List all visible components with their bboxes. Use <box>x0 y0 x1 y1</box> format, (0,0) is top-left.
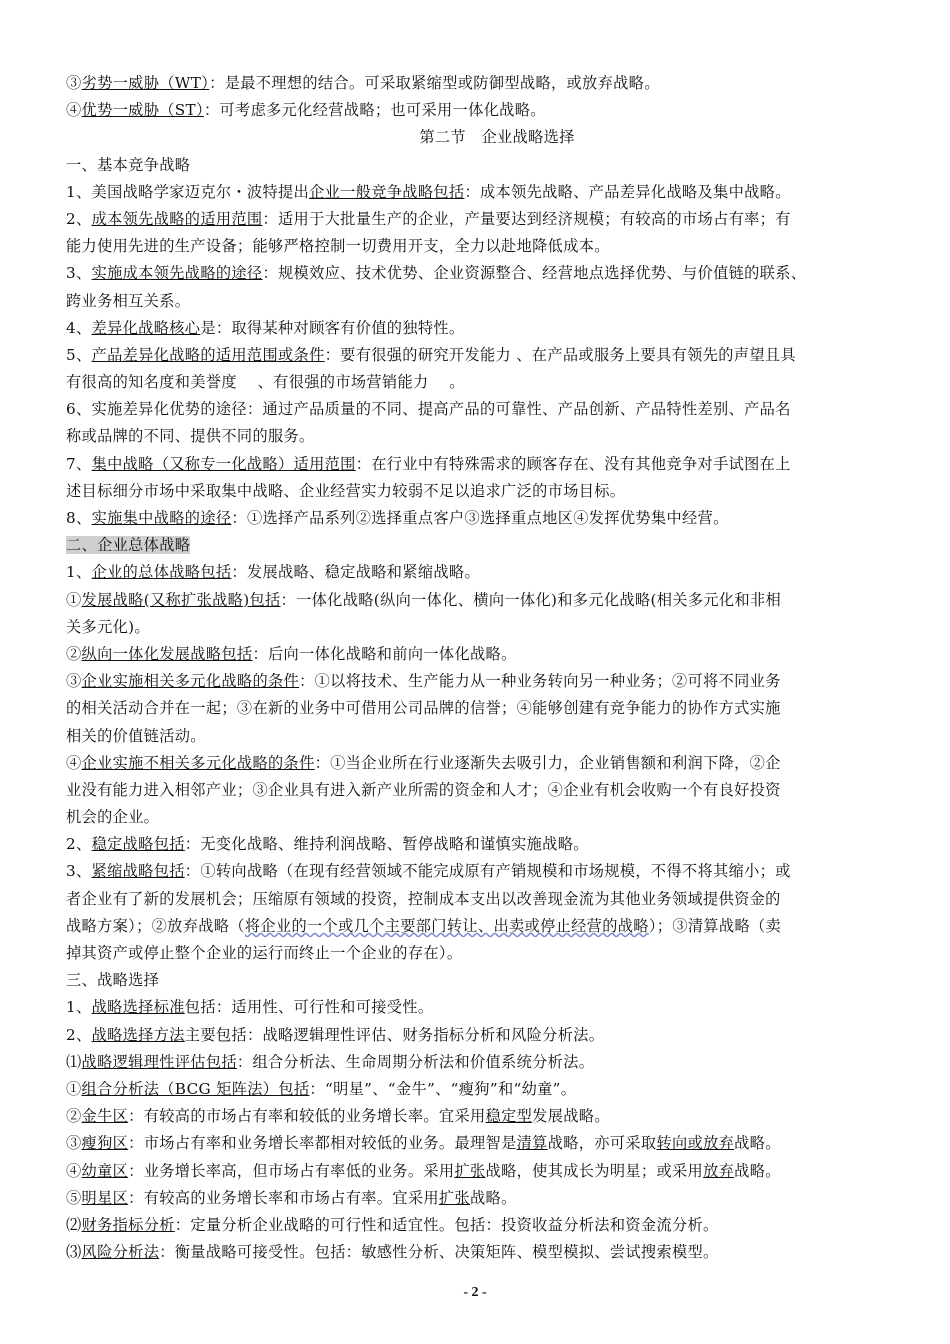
text-span: ：①转向战略（在现有经营领域不能完成原有产销规模和市场规模，不得不将其缩小；或 <box>184 862 791 881</box>
text-span: ：发展战略、稳定战略和紧缩战略。 <box>231 563 481 582</box>
text-span: 相关的价值链活动。 <box>66 726 206 745</box>
text-line <box>66 1103 888 1130</box>
text-line <box>66 886 888 913</box>
document-body <box>66 70 888 1266</box>
text-span: ：组合分析法、生命周期分析法和价值系统分析法。 <box>236 1052 595 1071</box>
text-line <box>66 97 888 124</box>
page-number: - 2 - <box>463 1285 487 1300</box>
text-line <box>66 1212 888 1239</box>
text-line <box>66 423 888 450</box>
underlined-term: 战略选择方法 <box>91 1025 185 1044</box>
underlined-term: 纵向一体化发展战略包括 <box>81 644 253 663</box>
text-span: 战略，使其成长为明星；或采用 <box>485 1161 704 1180</box>
underlined-term: 紧缩战略包括 <box>91 862 185 881</box>
section-title <box>66 124 888 151</box>
text-line <box>66 288 888 315</box>
text-span: ④ <box>66 1161 82 1180</box>
text-span: 者企业有了新的发展机会；压缩原有领域的投资，控制成本支出以改善现金流为其他业务领域提供资金的 <box>66 889 781 908</box>
text-span: 3、 <box>66 264 92 283</box>
text-span: ）；③清算战略（卖 <box>648 916 782 935</box>
text-line <box>66 1185 888 1212</box>
text-span: ：可考虑多元化经营战略；也可采用一体化战略。 <box>203 101 546 120</box>
text-line <box>66 206 888 233</box>
text-line <box>66 614 888 641</box>
text-line <box>66 505 888 532</box>
text-line <box>66 559 888 586</box>
text-line <box>66 260 888 287</box>
underlined-term: 劣势一威胁（WT） <box>81 74 210 92</box>
text-line <box>66 695 888 722</box>
text-span: 1、 <box>66 998 92 1017</box>
text-span: 掉其资产或停止整个企业的运行而终止一个企业的存在）。 <box>66 944 463 962</box>
text-span: ：定量分析企业战略的可行性和适宜性。包括：投资收益分析法和资金流分析。 <box>174 1215 719 1234</box>
text-span: ③ <box>66 1134 82 1153</box>
text-span: ⑤ <box>66 1188 82 1207</box>
text-line <box>66 152 888 179</box>
text-span: ：无变化战略、维持利润战略、暂停战略和谨慎实施战略。 <box>184 835 589 854</box>
text-line <box>66 478 888 505</box>
text-span: 7、 <box>66 454 92 473</box>
text-span: ④ <box>66 753 82 772</box>
text-line <box>66 233 888 260</box>
text-span: ⑶ <box>66 1243 82 1262</box>
text-span: ⑵ <box>66 1215 82 1234</box>
text-span: 战略方案）；②放弃战略（ <box>66 916 245 935</box>
text-span: ：业务增长率高，但市场占有率低的业务。采用 <box>128 1161 455 1180</box>
text-span: ：衡量战略可接受性。包括：敏感性分析、决策矩阵、模型模拟、尝试搜索模型。 <box>159 1243 719 1262</box>
text-span: ：在行业中有特殊需求的顾客存在、没有其他竞争对手试图在上 <box>355 454 791 473</box>
text-span: 三、战略选择 <box>66 971 160 990</box>
text-span: ② <box>66 644 82 663</box>
text-span: ：是最不理想的结合。可采取紧缩型或防御型战略，或放弃战略。 <box>209 74 660 92</box>
text-span: 2、 <box>66 1025 92 1044</box>
text-span: ：“明星”、“金牛”、“瘦狗”和“幼童”。 <box>309 1079 577 1098</box>
text-line <box>66 1130 888 1157</box>
text-span: 2、 <box>66 209 92 228</box>
text-line <box>66 451 888 478</box>
text-line <box>66 913 888 940</box>
text-span: ：①当企业所在行业逐渐失去吸引力，企业销售额和利润下降，②企 <box>314 753 781 772</box>
text-span: ：有较高的市场占有率和较低的业务增长率。宜采用 <box>128 1107 486 1126</box>
text-span: ④ <box>66 101 82 120</box>
text-line <box>66 723 888 750</box>
text-span: 战略。 <box>470 1188 517 1207</box>
underlined-term: 产品差异化战略的适用范围或条件 <box>91 345 325 364</box>
text-span: ：适用于大批量生产的企业，产量要达到经济规模；有较高的市场占有率；有 <box>262 209 791 228</box>
text-span: 机会的企业。 <box>66 808 160 827</box>
text-span: 有很高的知名度和美誉度 、有很强的市场营销能力 。 <box>66 373 465 392</box>
text-span: ：有较高的业务增长率和市场占有率。宜采用 <box>128 1188 439 1207</box>
text-span: 4、 <box>66 318 92 337</box>
text-line <box>66 1022 888 1049</box>
underlined-term: 扩张 <box>438 1188 470 1207</box>
underlined-term: 企业的总体战略包括 <box>91 563 232 582</box>
underlined-term: 财务指标分析 <box>81 1215 175 1234</box>
text-line <box>66 587 888 614</box>
text-line <box>66 369 888 396</box>
text-line <box>66 940 888 967</box>
text-line <box>66 1049 888 1076</box>
text-line <box>66 315 888 342</box>
text-line <box>66 396 888 423</box>
underlined-term: 稳定型 <box>485 1107 533 1126</box>
underlined-term: 稳定战略包括 <box>91 835 185 854</box>
text-span: ① <box>66 590 82 609</box>
text-line <box>66 668 888 695</box>
text-span: ① <box>66 1079 82 1098</box>
text-span: 的相关活动合并在一起；③在新的业务中可借用公司品牌的信誉；④能够创建有竞争能力的协作方式实施 <box>66 699 781 718</box>
text-line <box>66 1076 888 1103</box>
text-span: 第二节 企业战略选择 <box>419 128 575 147</box>
text-span: 1、 <box>66 563 92 582</box>
underlined-term: 发展战略(又称扩张战略)包括 <box>81 590 281 609</box>
text-line <box>66 858 888 885</box>
text-line <box>66 750 888 777</box>
underlined-term: 瘦狗区 <box>81 1134 129 1153</box>
text-span: 战略，亦可采取 <box>547 1134 657 1153</box>
text-span: 述目标细分市场中采取集中战略、企业经营实力较弱不足以追求广泛的市场目标。 <box>66 481 626 500</box>
text-span: ② <box>66 1107 82 1126</box>
text-span: 1、美国战略学家迈克尔・波特提出 <box>66 182 310 201</box>
text-span: 跨业务相互关系。 <box>66 291 191 310</box>
text-span: 是：取得某种对顾客有价值的独特性。 <box>200 318 465 337</box>
underlined-term: 转向或放弃 <box>656 1134 735 1153</box>
text-line <box>66 70 888 97</box>
underlined-term: 战略选择标准 <box>91 998 185 1017</box>
text-span: 5、 <box>66 345 92 364</box>
text-span: ：①选择产品系列②选择重点客户③选择重点地区④发挥优势集中经营。 <box>231 509 729 527</box>
underlined-term: 风险分析法 <box>81 1243 160 1262</box>
text-span: ：要有很强的研究开发能力 、在产品或服务上要具有领先的声望且具 <box>324 345 796 364</box>
text-span: 关多元化)。 <box>66 617 150 636</box>
text-span: 包括：适用性、可行性和可接受性。 <box>184 998 434 1017</box>
text-line <box>66 994 888 1021</box>
text-line <box>66 967 888 994</box>
text-span: 主要包括：战略逻辑理性评估、财务指标分析和风险分析法。 <box>184 1025 605 1044</box>
text-span: 战略。 <box>734 1161 781 1180</box>
wavy-underlined-phrase: 将企业的一个或几个主要部门转让、出卖或停止经营的战略 <box>244 916 649 935</box>
text-span: ：后向一体化战略和前向一体化战略。 <box>252 644 517 663</box>
text-span: 业没有能力进入相邻产业；③企业具有进入新产业所需的资金和人才；④企业有机会收购一个有良好投资 <box>66 780 781 799</box>
underlined-term: 幼童区 <box>81 1161 129 1180</box>
text-line <box>66 804 888 831</box>
underlined-term: 实施集中战略的途径 <box>91 509 232 527</box>
text-span: 3、 <box>66 862 92 881</box>
underlined-term: 组合分析法（BCG 矩阵法）包括 <box>81 1079 310 1098</box>
underlined-term: 清算 <box>516 1134 548 1153</box>
text-span: 2、 <box>66 835 92 854</box>
text-span: ：规模效应、技术优势、企业资源整合、经营地点选择优势、与价值链的联系、 <box>262 264 807 283</box>
underlined-term: 差异化战略核心 <box>91 318 201 337</box>
text-span: 6、实施差异化优势的途径：通过产品质量的不同、提高产品的可靠性、产品创新、产品特性差别、产品名 <box>66 400 791 419</box>
highlighted-heading: 二、企业总体战略 <box>66 536 191 555</box>
underlined-term: 明星区 <box>81 1188 129 1207</box>
text-line <box>66 1158 888 1185</box>
text-span: 一、基本竞争战略 <box>66 155 191 174</box>
text-span: ：成本领先战略、产品差异化战略及集中战略。 <box>464 182 791 201</box>
underlined-term: 企业实施不相关多元化战略的条件 <box>81 753 315 772</box>
underlined-term: 扩张 <box>454 1161 486 1180</box>
text-span: 称或品牌的不同、提供不同的服务。 <box>66 427 315 446</box>
text-span: ⑴ <box>66 1052 82 1071</box>
text-span: 8、 <box>66 509 92 527</box>
underlined-term: 集中战略（又称专一化战略）适用范围 <box>91 454 356 473</box>
underlined-term: 企业一般竞争战略包括 <box>309 182 465 201</box>
text-line <box>66 777 888 804</box>
text-span: ③ <box>66 74 82 92</box>
underlined-term: 金牛区 <box>81 1107 129 1126</box>
text-span: 发展战略。 <box>532 1107 610 1126</box>
text-line <box>66 641 888 668</box>
text-span: ：①以将技术、生产能力从一种业务转向另一种业务；②可将不同业务 <box>299 672 781 691</box>
underlined-term: 企业实施相关多元化战略的条件 <box>81 672 300 691</box>
text-span: ：一体化战略(纵向一体化、横向一体化)和多元化战略(相关多元化和非相 <box>280 590 782 609</box>
underlined-term: 战略逻辑理性评估包括 <box>81 1052 237 1071</box>
text-span: 战略。 <box>734 1134 781 1153</box>
text-line <box>66 1239 888 1266</box>
underlined-term: 成本领先战略的适用范围 <box>91 209 263 228</box>
text-span: 能力使用先进的生产设备；能够严格控制一切费用开支，全力以赴地降低成本。 <box>66 237 610 256</box>
underlined-term: 优势一威胁（ST） <box>81 101 204 120</box>
underlined-term: 放弃 <box>703 1161 735 1180</box>
text-line <box>66 831 888 858</box>
text-line <box>66 179 888 206</box>
text-span: ：市场占有率和业务增长率都相对较低的业务。最理智是 <box>128 1134 517 1153</box>
underlined-term: 实施成本领先战略的途径 <box>91 264 263 283</box>
text-span: ③ <box>66 672 82 691</box>
text-line <box>66 342 888 369</box>
text-line <box>66 532 888 559</box>
